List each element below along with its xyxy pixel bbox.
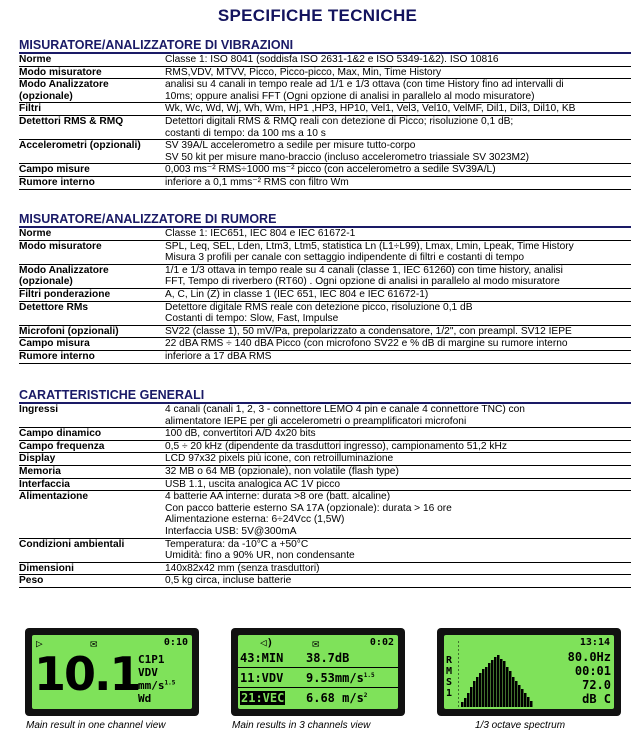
spec-value-line: Classe 1: IEC651, IEC 804 e IEC 61672-1: [165, 228, 356, 239]
filter-label: Wd: [138, 692, 152, 705]
spec-label-line: Microfoni (opzionali): [19, 325, 119, 337]
spec-label-line: Campo dinamico: [19, 428, 102, 440]
spec-label-line: Norme: [19, 228, 52, 239]
spec-label: [19, 326, 165, 338]
spec-row: [19, 67, 631, 80]
spec-row: [19, 453, 631, 466]
lcd-spectrum: [437, 628, 621, 716]
spectrum-bar: [500, 659, 503, 707]
spec-value-line: Temperatura: da -10°C a +50°C: [165, 538, 309, 550]
section-heading: MISURATORE/ANALIZZATORE DI VIBRAZIONI: [19, 38, 631, 54]
spec-row: [19, 428, 631, 441]
spec-label-line: Ingressi: [19, 404, 59, 415]
cursor-level: 72.0: [582, 678, 611, 692]
spectrum-bar: [488, 663, 491, 707]
spec-value: [165, 479, 631, 491]
spec-label: [19, 563, 165, 575]
spec-row: [19, 479, 631, 492]
spec-value: [165, 338, 631, 350]
spec-value-line: SPL, Leq, SEL, Lden, Ltm3, Ltm5, statistica Ln (L1÷L99), Lmax, Lmin, Lpeak, Time History: [165, 240, 574, 252]
spec-label: [19, 103, 165, 115]
spec-value: [165, 575, 631, 587]
spec-value: [165, 103, 631, 115]
spectrum-bar: [527, 697, 530, 707]
spec-value: [165, 228, 631, 240]
spec-label-line: Peso: [19, 575, 44, 587]
spec-label: [19, 177, 165, 189]
spec-row: [19, 338, 631, 351]
section-noise: [19, 212, 631, 364]
spec-value: [165, 116, 631, 139]
spec-value-line: 22 dBA RMS ÷ 140 dBA Picco (con microfono SV22 e % dB di margine su rumore interno: [165, 338, 568, 350]
spec-value-line: Classe 1: ISO 8041 (soddisfa ISO 2631-1&2 e ISO 5349-1&2). ISO 10816: [165, 54, 499, 65]
spec-value: [165, 326, 631, 338]
spec-row: [19, 563, 631, 576]
spec-row: [19, 228, 631, 241]
play-icon: ▷: [36, 637, 43, 650]
spec-label: [19, 575, 165, 587]
spec-value-line: Umidità: fino a 90% UR, non condensante: [165, 550, 355, 562]
spec-value: [165, 265, 631, 288]
spec-label-line: Filtri: [19, 103, 42, 115]
spec-value: [165, 404, 631, 427]
message-icon: ✉: [90, 636, 98, 650]
spec-row: [19, 404, 631, 428]
spectrum-bar: [509, 671, 512, 707]
spec-label: [19, 441, 165, 453]
spec-value-line: 0,003 ms⁻² RMS÷1000 ms⁻² picco (con accelerometro a sedile SV39A/L): [165, 164, 496, 176]
spec-label-line: Modo Analizzatore: [19, 79, 109, 91]
spec-value-line: 32 MB o 64 MB (opzionale), non volatile (flash type): [165, 465, 399, 477]
function-label: VDV: [138, 666, 158, 679]
spec-value: [165, 453, 631, 465]
spec-label: [19, 428, 165, 440]
row1-label: 43:MIN: [240, 651, 284, 665]
spec-label: [19, 404, 165, 427]
spec-value: [165, 54, 631, 66]
spec-label-line: Memoria: [19, 465, 61, 477]
spec-label: [19, 228, 165, 240]
spectrum-bar: [530, 701, 533, 707]
lcd-one-channel: [25, 628, 199, 716]
spec-label: [19, 79, 165, 102]
spec-row: [19, 351, 631, 364]
spec-row: [19, 441, 631, 454]
spec-label: [19, 338, 165, 350]
spec-label-line: Modo misuratore: [19, 66, 102, 78]
spec-value: [165, 491, 631, 537]
spec-value-line: Detettore digitale RMS reale con detezione picco, risoluzione 0,1 dB: [165, 301, 473, 313]
spec-label-line: Campo frequenza: [19, 440, 105, 452]
spec-value-line: Con pacco batterie esterno SA 17A (opzionale): durata > 16 ore: [165, 502, 452, 514]
spec-row: [19, 79, 631, 103]
spec-row: [19, 140, 631, 164]
message-icon: ✉: [312, 636, 320, 650]
unit-label: $mm/s^{1.5}$: [138, 679, 176, 692]
spec-label: [19, 302, 165, 325]
spec-label: [19, 164, 165, 176]
spec-label: [19, 140, 165, 163]
spectrum-bar: [464, 698, 467, 707]
spec-value-line: RMS,VDV, MTVV, Picco, Picco-picco, Max, Min, Time History: [165, 66, 442, 78]
spec-value-line: 0,5 ÷ 20 kHz (dipendente da trasduttori ingresso), campionamento 51,2 kHz: [165, 440, 507, 452]
section-vibration: [19, 38, 631, 190]
spectrum-bar: [518, 685, 521, 707]
speaker-icon: ◁): [260, 636, 274, 649]
profile-label: C1P1: [138, 653, 165, 666]
section-heading: CARATTERISTICHE GENERALI: [19, 388, 631, 404]
clock-time: 13:14: [579, 637, 610, 648]
spec-value-line: SV 50 kit per misure mano-braccio (incluso accelerometro triassiale SV 3023M2): [165, 151, 530, 163]
section-heading: MISURATORE/ANALIZZATORE DI RUMORE: [19, 212, 631, 228]
spec-value: [165, 302, 631, 325]
spec-label-line: Modo Analizzatore: [19, 264, 109, 276]
spectrum-bar: [506, 667, 509, 707]
spec-row: [19, 326, 631, 339]
spec-value: [165, 441, 631, 453]
spec-value: [165, 177, 631, 189]
spec-value-line: 10ms; oppure analisi FFT (Ogni opzione di analisi in parallelo al modo misuratore): [165, 90, 535, 102]
spec-row: [19, 54, 631, 67]
spec-label-line: Condizioni ambientali: [19, 538, 125, 550]
spec-label: [19, 466, 165, 478]
row2-label: 11:VDV: [240, 671, 284, 685]
caption-spectrum: 1/3 octave spectrum: [475, 720, 566, 731]
spec-label: [19, 54, 165, 66]
spec-row: [19, 302, 631, 326]
page-title: SPECIFICHE TECNICHE: [217, 6, 418, 25]
spectrum-plot: [458, 641, 538, 707]
side-letter: S: [446, 677, 453, 688]
spectrum-bar: [470, 687, 473, 707]
spec-label-line: Campo misura: [19, 338, 90, 350]
spec-label: [19, 265, 165, 288]
spec-value-line: inferiore a 17 dBA RMS: [165, 350, 272, 362]
spec-value-line: inferiore a 0,1 mms⁻² RMS con filtro Wm: [165, 176, 349, 188]
spec-row: [19, 241, 631, 265]
lcd-three-channels: [231, 628, 405, 716]
spectrum-bar: [461, 702, 464, 707]
spectrum-bar: [467, 693, 470, 707]
spec-value-line: Costanti di tempo: Slow, Fast, Impulse: [165, 313, 339, 325]
spec-value: [165, 140, 631, 163]
spec-label: [19, 116, 165, 139]
spec-value: [165, 289, 631, 301]
spec-label-line: Modo misuratore: [19, 240, 102, 252]
spec-row: [19, 116, 631, 140]
spec-row: [19, 539, 631, 563]
spec-row: [19, 289, 631, 302]
spec-row: [19, 466, 631, 479]
spec-label-line: (opzionale): [19, 276, 73, 288]
spectrum-bar: [485, 667, 488, 707]
spec-label-line: Campo misure: [19, 164, 90, 176]
spec-value-line: 4 batterie AA interne: durata >8 ore (batt. alcaline): [165, 491, 391, 503]
spectrum-bar: [503, 661, 506, 707]
spec-label: [19, 351, 165, 363]
spec-value: [165, 428, 631, 440]
spectrum-bar: [524, 693, 527, 707]
cursor-time: 00:01: [574, 664, 611, 678]
spec-value-line: alimentatore IEPE per gli accelerometri o preamplificatori microfoni: [165, 415, 467, 427]
spectrum-bar: [473, 681, 476, 707]
spec-value-line: SV22 (classe 1), 50 mV/Pa, prepolarizzato a condensatore, 1/2", con preampl. SV12 IEPE: [165, 325, 572, 337]
spec-row: [19, 164, 631, 177]
spec-value: [165, 466, 631, 478]
spectrum-bar: [479, 673, 482, 707]
spec-value: [165, 241, 631, 264]
spectrum-bar: [476, 677, 479, 707]
spec-label: [19, 491, 165, 537]
spec-value-line: Misura 3 profili per canale con settaggio indipendente di filtri e costanti di tempo: [165, 252, 525, 264]
cursor-frequency: 80.0Hz: [567, 650, 611, 664]
spec-value-line: Detettori digitali RMS & RMQ reali con detezione di Picco; risoluzione 0,1 dB;: [165, 115, 514, 127]
spec-label-line: Dimensioni: [19, 562, 74, 574]
row3-label: 21:VEC: [241, 691, 285, 705]
side-letter: M: [446, 666, 453, 677]
elapsed-time: 0:10: [163, 637, 188, 648]
spec-value-line: SV 39A/L accelerometro a sedile per misure tutto-corpo: [165, 140, 416, 152]
side-letter: R: [446, 655, 453, 666]
spec-label: [19, 289, 165, 301]
spectrum-bar: [491, 660, 494, 707]
spec-label-line: Detettori RMS & RMQ: [19, 115, 124, 127]
spec-label: [19, 539, 165, 562]
spec-row: [19, 103, 631, 116]
spec-value-line: A, C, Lin (Z) in classe 1 (IEC 651, IEC 804 e IEC 61672-1): [165, 288, 429, 300]
cursor-unit: dB C: [582, 692, 611, 706]
spec-label: [19, 67, 165, 79]
spectrum-bar: [515, 681, 518, 707]
spec-label-line: Rumore interno: [19, 176, 95, 188]
spec-label-line: Alimentazione: [19, 491, 89, 503]
spec-value-line: Alimentazione esterna: 6÷24Vcc (1,5W): [165, 514, 345, 526]
spectrum-bar: [521, 689, 524, 707]
row1-value: 38.7dB: [306, 651, 350, 665]
spec-value-line: 0,5 kg circa, incluse batterie: [165, 575, 292, 587]
spec-label-line: Accelerometri (opzionali): [19, 140, 141, 152]
spec-row: [19, 177, 631, 190]
spec-value: [165, 79, 631, 102]
elapsed-time: 0:02: [369, 637, 394, 648]
spec-label-line: Display: [19, 453, 56, 465]
spec-label-line: Rumore interno: [19, 350, 95, 362]
spec-label: [19, 241, 165, 264]
spec-label-line: (opzionale): [19, 90, 73, 102]
spec-row: [19, 575, 631, 588]
spec-row: [19, 491, 631, 538]
spectrum-bar: [512, 677, 515, 707]
caption-three-channels: Main results in 3 channels view: [232, 720, 371, 731]
spec-label-line: Detettore RMs: [19, 301, 89, 313]
spec-value-line: 140x82x42 mm (senza trasduttori): [165, 562, 320, 574]
row3-value: 6.68 $m/s^2$: [306, 691, 368, 705]
spectrum-side-letters: [446, 655, 456, 699]
spec-label-line: Norme: [19, 54, 52, 65]
spec-label: [19, 453, 165, 465]
spec-label-line: Interfaccia: [19, 478, 70, 490]
spec-value-line: LCD 97x32 pixels più icone, con retroilluminazione: [165, 453, 394, 465]
spec-value: [165, 164, 631, 176]
spec-row: [19, 265, 631, 289]
spec-value-line: USB 1.1, uscita analogica AC 1V picco: [165, 478, 340, 490]
spec-value-line: costanti di tempo: da 100 ms a 10 s: [165, 127, 326, 139]
spec-label-line: Filtri ponderazione: [19, 288, 111, 300]
spectrum-bar: [497, 655, 500, 707]
spec-value: [165, 67, 631, 79]
spec-label: [19, 479, 165, 491]
spec-value-line: 4 canali (canali 1, 2, 3 - connettore LEMO 4 pin e canale 4 connettore TNC) con: [165, 404, 525, 415]
spec-value: [165, 563, 631, 575]
spec-value: [165, 539, 631, 562]
spec-value-line: Interfaccia USB: 5V@300mA: [165, 525, 297, 537]
spectrum-bar: [494, 657, 497, 707]
caption-one-channel: Main result in one channel view: [26, 720, 166, 731]
main-result-value: 10.1: [34, 647, 140, 701]
row2-value: $9.53mm/s^{1.5}$: [306, 671, 375, 685]
spec-value-line: FFT, Tempo di riverbero (RT60) . Ogni opzione di analisi in parallelo al modo misuratore: [165, 276, 560, 288]
side-letter: 1: [446, 688, 453, 699]
spec-value-line: 100 dB, convertitori A/D 4x20 bits: [165, 428, 316, 440]
spec-value-line: Wk, Wc, Wd, Wj, Wh, Wm, HP1 ,HP3, HP10, Vel1, Vel3, Vel10, VelMF, Dil1, Dil3, Dil10, KB: [165, 103, 576, 115]
spectrum-bar: [482, 669, 485, 707]
section-general: [19, 388, 631, 588]
spec-value-line: 1/1 e 1/3 ottava in tempo reale su 4 canali (classe 1, IEC 61260) con time history, analisi: [165, 264, 563, 276]
spec-value-line: analisi su 4 canali in tempo reale ad 1/1 e 1/3 ottava (con time History fino ad intervalli di: [165, 79, 564, 91]
spec-value: [165, 351, 631, 363]
